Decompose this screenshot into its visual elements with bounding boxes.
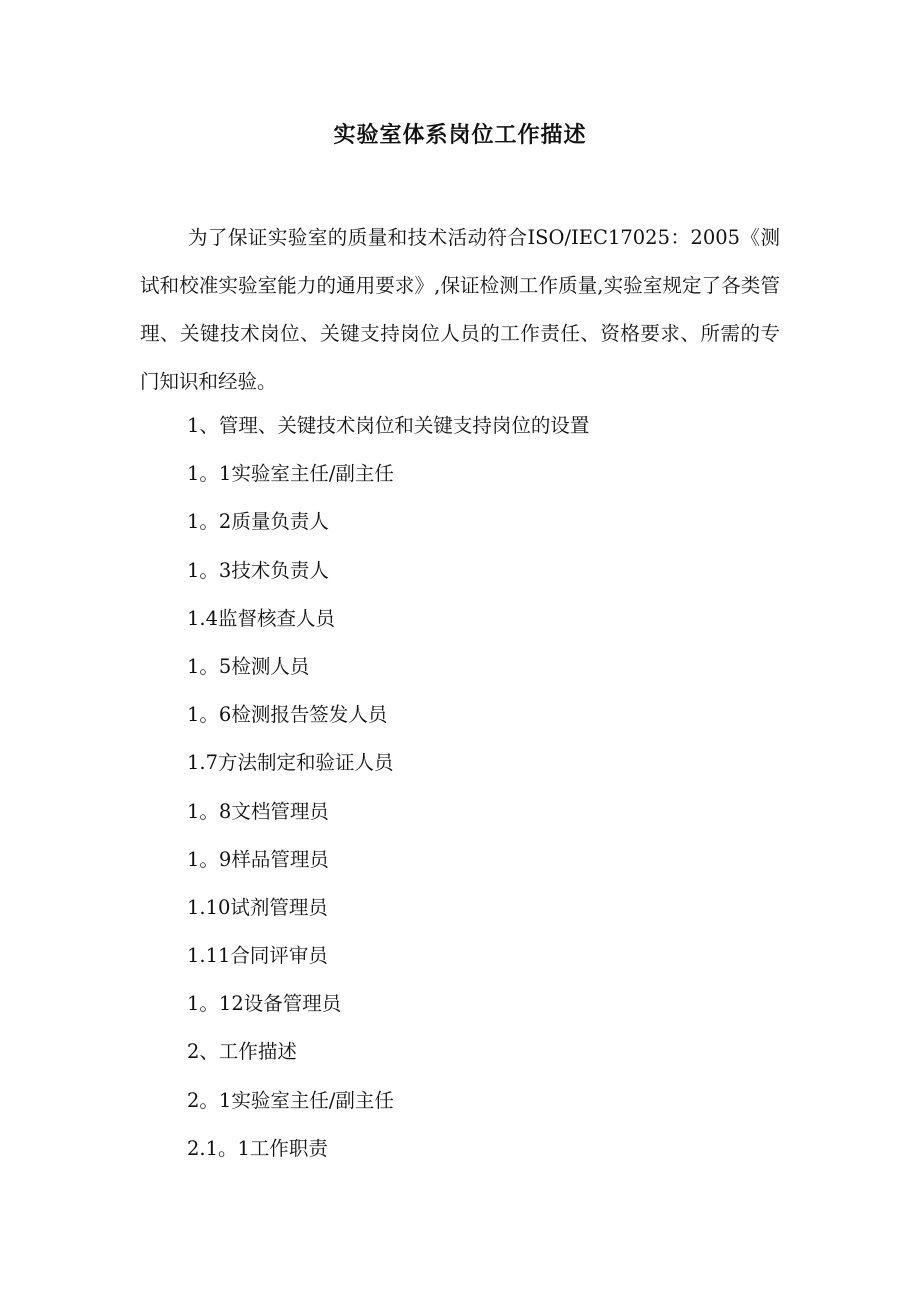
outline-item: 1。9样品管理员 — [187, 847, 329, 871]
outline-item: 1。2质量负责人 — [187, 510, 329, 534]
outline-item: 1。3技术负责人 — [187, 558, 329, 582]
section-outline — [187, 402, 787, 1173]
outline-item: 1。12设备管理员 — [187, 992, 342, 1016]
document-title: 实验室体系岗位工作描述 — [333, 123, 587, 148]
outline-item: 1。6检测报告签发人员 — [187, 703, 388, 727]
outline-item: 1.10试剂管理员 — [187, 895, 328, 919]
outline-item: 2.1。1工作职责 — [187, 1136, 328, 1160]
outline-item: 1。8文档管理员 — [187, 799, 329, 823]
outline-item: 1、管理、关键技术岗位和关键支持岗位的设置 — [187, 414, 590, 437]
outline-item: 2。1实验室主任/副主任 — [187, 1088, 394, 1112]
outline-item: 1.4监督核查人员 — [187, 606, 336, 630]
outline-item: 1.11合同评审员 — [187, 944, 328, 968]
intro-paragraph: 为了保证实验室的质量和技术活动符合ISO/IEC17025：2005《测试和校准实验室能力的通用要求》,保证检测工作质量,实验室规定了各类管理、关键技术岗位、关键支持岗位人员的工作责任、资格要求、所需的专门知识和经验。 — [140, 226, 780, 393]
outline-item: 1。1实验室主任/副主任 — [187, 462, 394, 486]
outline-item: 1.7方法制定和验证人员 — [187, 751, 394, 775]
outline-item: 2、工作描述 — [187, 1040, 297, 1064]
outline-item: 1。5检测人员 — [187, 654, 310, 678]
